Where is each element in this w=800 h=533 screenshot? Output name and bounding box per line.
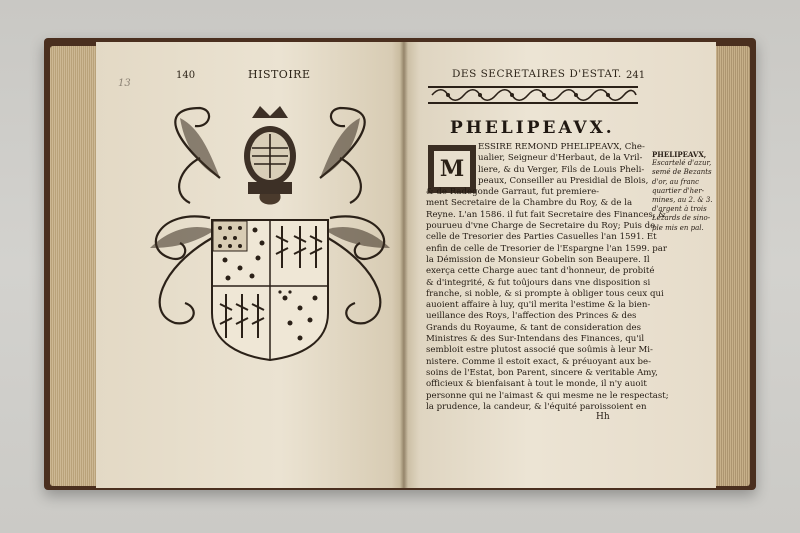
text-line: nistere. Comme il estoit exact, & préuoyant aux be- <box>426 356 652 367</box>
ornament-band-icon <box>428 84 638 106</box>
drop-cap-letter: M <box>434 151 470 187</box>
text-line: pourueu d'vne Charge de Secretaire du Roy; Puis de <box>426 221 656 232</box>
right-page-number: 241 <box>626 70 646 81</box>
page-edges-left <box>50 46 98 486</box>
margin-note-line: d'argent à trois <box>652 205 707 214</box>
text-line: ueillance des Roys, l'affection des Princes & des <box>426 311 637 322</box>
helmet-icon <box>244 106 296 205</box>
text-line: franche, si noble, & si prompte à obliger tous ceux qui <box>426 288 664 299</box>
left-page-number: 140 <box>176 70 196 81</box>
signature-mark: Hh <box>596 412 610 422</box>
text-line: ualier, Seigneur d'Herbaut, de la Vril- <box>478 153 643 164</box>
page-edges-right <box>712 46 750 486</box>
text-line: Reyne. L'an 1586. il fut fait Secretaire des Finances, & <box>426 209 666 220</box>
margin-note <box>652 150 714 233</box>
text-line: la prudence, la candeur, & l'équité paroissoient en <box>426 401 647 412</box>
text-line: personne qui ne l'aimast & qui mesme ne le respectast; <box>426 390 669 401</box>
margin-note-line: Escartelé d'azur, <box>652 159 712 168</box>
text-line: exerça cette Charge auec tant d'honneur, de probité <box>426 266 655 277</box>
margin-note-line: semé de Bezants <box>652 168 712 177</box>
coat-of-arms-engraving <box>140 98 400 368</box>
text-line: celle de Tresorier des Parties Casuelles l'an 1591. Et <box>426 232 657 243</box>
text-line: enfin de celle de Tresorier de l'Espargne l'an 1599. par <box>426 243 668 254</box>
text-line: auoient affaire à luy, qu'il merita l'estime & la bien- <box>426 300 651 311</box>
book-gutter <box>400 42 408 488</box>
right-running-head: DES SECRETAIRES D'ESTAT. <box>452 68 622 80</box>
body-text <box>426 142 669 413</box>
text-line: sembloit estre plutost associé que soûmis à leur Mi- <box>426 345 653 356</box>
shield-icon <box>212 220 328 360</box>
left-running-head: HISTOIRE <box>248 68 311 81</box>
article-title: PHELIPEAVX. <box>450 118 615 138</box>
margin-note-line: ple mis en pal. <box>652 223 704 232</box>
text-line: la Démission de Monsieur Gobelin son Beaupere. Il <box>426 254 650 265</box>
text-line: & de Radegonde Garraut, fut premiere- <box>426 187 600 198</box>
text-line: ment Secretaire de la Chambre du Roy, & de la <box>426 198 633 209</box>
margin-note-line: quartier d'her- <box>652 186 705 195</box>
pencil-mark: 13 <box>118 78 131 89</box>
margin-note-line: Lezards de sino- <box>652 214 711 223</box>
text-line: ESSIRE REMOND PHELIPEAVX, Che- <box>478 142 645 152</box>
text-line: peaux, Conseiller au Presidial de Blois, <box>478 175 649 186</box>
text-line: Grands du Royaume, & tant de consideration des <box>426 322 642 333</box>
margin-note-line: d'or, au franc <box>652 177 700 186</box>
margin-note-line: mines, au 2. & 3. <box>652 196 713 205</box>
margin-note-line: PHELIPEAVX, <box>652 150 707 159</box>
text-line: & d'integrité, & fut toûjours dans vne disposition si <box>426 277 651 288</box>
text-line: liere, & du Verger, Fils de Louis Pheli- <box>478 164 645 175</box>
text-line: Ministres & des Sur-Intendans des Finances, qu'il <box>426 334 645 345</box>
text-line: soins de l'Estat, bon Parent, sincere & veritable Amy, <box>426 367 658 378</box>
text-line: officieux & bienfaisant à tout le monde, il n'y auoit <box>426 379 647 390</box>
